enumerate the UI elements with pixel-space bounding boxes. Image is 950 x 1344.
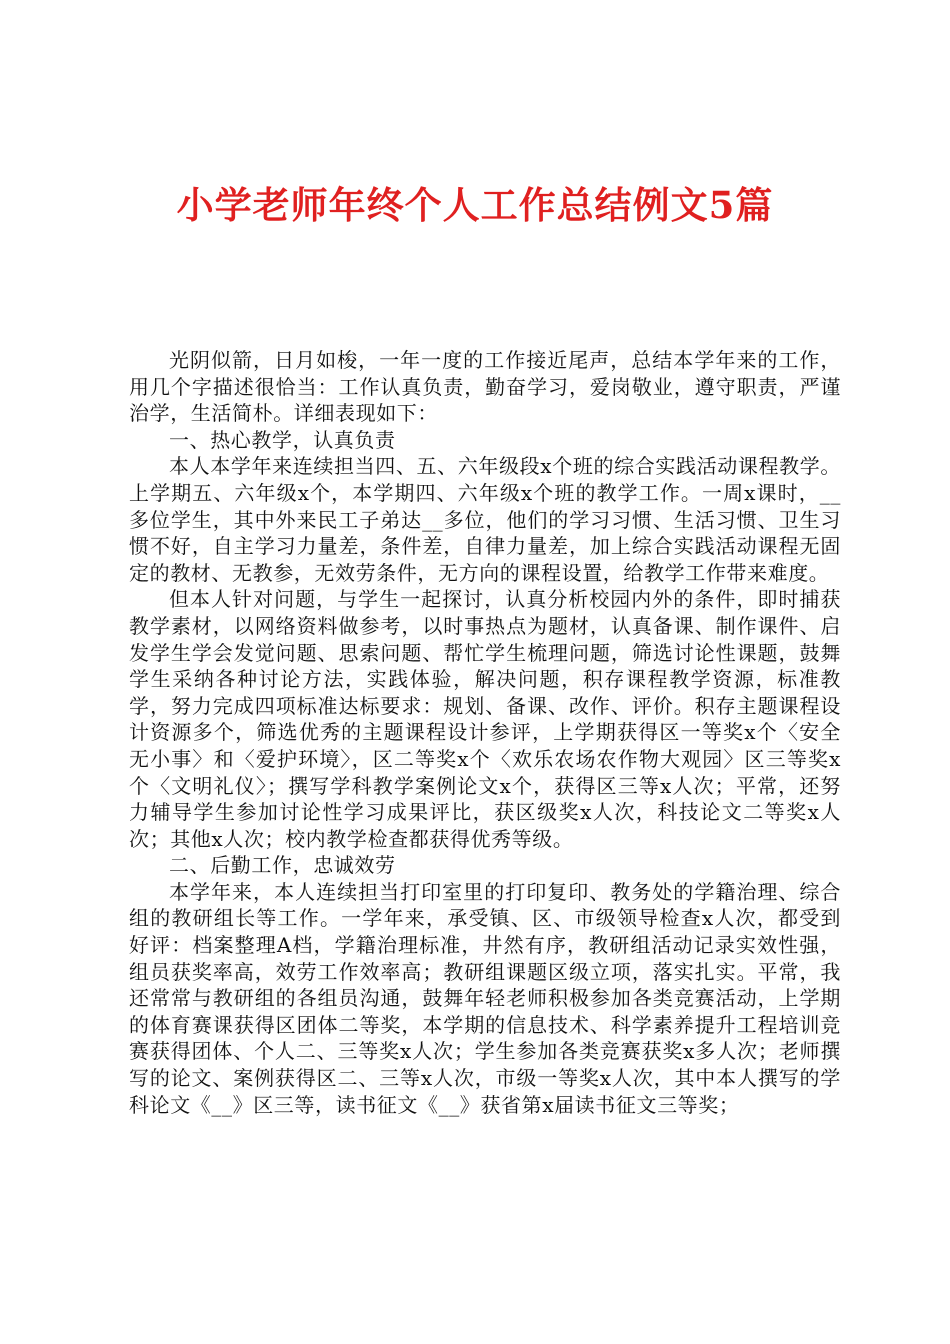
paragraph-teaching-load: 本人本学年来连续担当四、五、六年级段x个班的综合实践活动课程教学。上学期五、六年级x个，本学期四、六年级x个班的教学工作。一周x课时，__多位学生，其中外来民工子弟达__多位，他们的学习习惯、生活习惯、卫生习惯不好，自主学习力量差，条件差，自律力量差，加上综合实践活动课程无固定的教材、无教参，无效劳条件，无方向的课程设置，给教学工作带来难度。 [129, 454, 841, 585]
section-heading-logistics: 二、后勤工作，忠诚效劳 [169, 853, 396, 878]
section-heading-teaching: 一、热心教学，认真负责 [169, 427, 396, 452]
paragraph-logistics: 本学年来，本人连续担当打印室里的打印复印、教务处的学籍治理、综合组的教研组长等工作。一学年来，承受镇、区、市级领导检查x人次，都受到好评：档案整理A档，学籍治理标准，井然有序，教研组活动记录实效性强，组员获奖率高，效劳工作效率高；教研组课题区级立项，落实扎实。平常，我还常常与教研组的各组员沟通，鼓舞年轻老师积极参加各类竞赛活动，上学期的体育赛课获得区团体二等奖，本学期的信息技术、科学素养提升工程培训竞赛获得团体、个人二、三等奖x人次；学生参加各类竞赛获奖x多人次；老师撰写的论文、案例获得区二、三等x人次，市级一等奖x人次，其中本人撰写的学科论文《__》区三等，读书征文《__》获省第x届读书征文三等奖； [129, 879, 841, 1117]
paragraph-teaching-methods: 但本人针对问题，与学生一起探讨，认真分析校园内外的条件，即时捕获教学素材，以网络资料做参考，以时事热点为题材，认真备课、制作课件、启发学生学会发觉问题、思索问题、帮忙学生梳理问题，筛选讨论性课题，鼓舞学生采纳各种讨论方法，实践体验，解决问题，积存课程教学资源，标准教学，努力完成四项标准达标要求：规划、备课、改作、评价。积存主题课程设计资源多个，筛选优秀的主题课程设计参评，上学期获得区一等奖x个〈安全无小事〉和〈爱护环境〉，区二等奖x个〈欢乐农场农作物大观园〉区三等奖x个〈文明礼仪〉；撰写学科教学案例论文x个，获得区三等x人次；平常，还努力辅导学生参加讨论性学习成果评比，获区级奖x人次，科技论文二等奖x人次；其他x人次；校内教学检查都获得优秀等级。 [129, 587, 841, 851]
document-title: 小学老师年终个人工作总结例文5篇 [176, 183, 774, 227]
document-body [129, 347, 841, 1118]
paragraph-intro: 光阴似箭，日月如梭，一年一度的工作接近尾声，总结本学年来的工作，用几个字描述很恰当：工作认真负责，勤奋学习，爱岗敬业，遵守职责，严谨治学，生活简朴。详细表现如下： [129, 348, 841, 426]
